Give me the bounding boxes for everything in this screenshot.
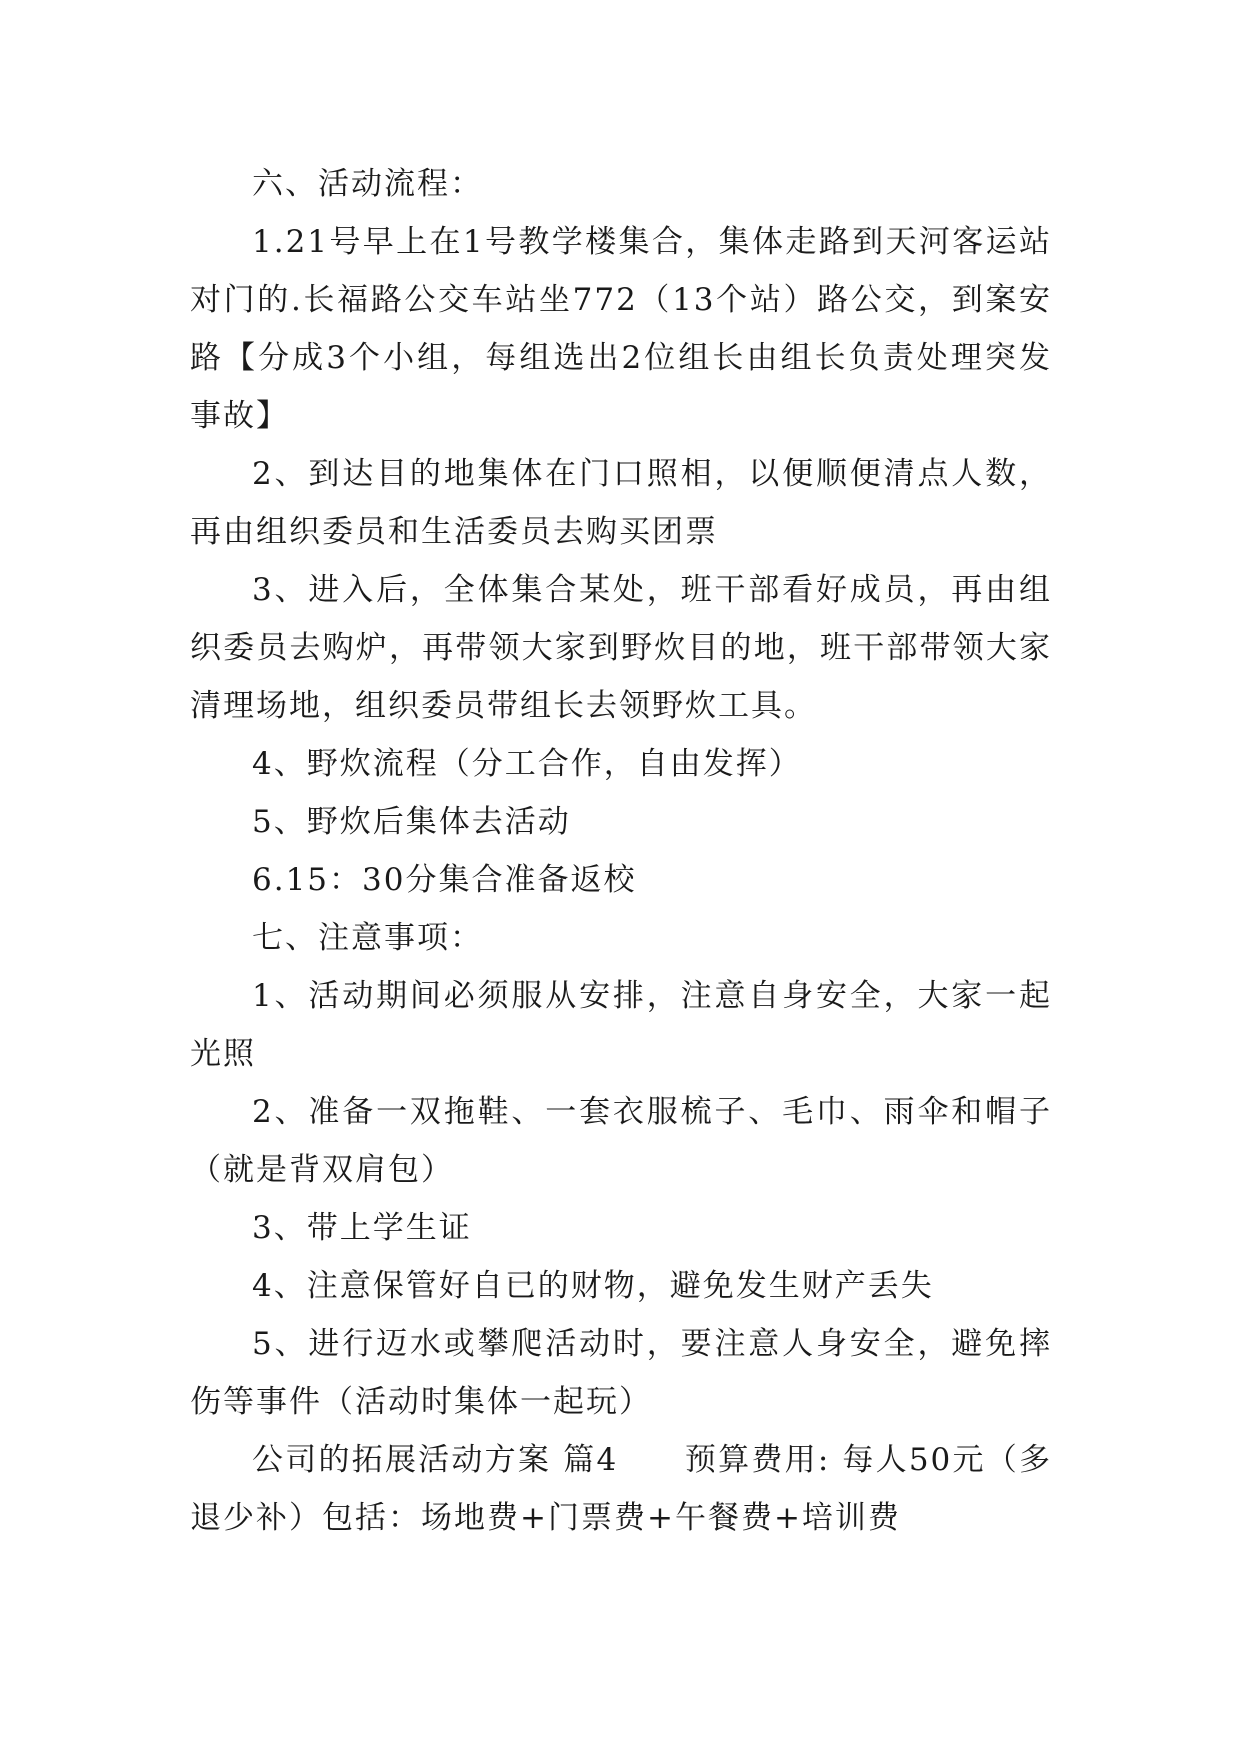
process-step-6: 6.15：30分集合准备返校 (252, 862, 637, 898)
section-heading-notes: 七、注意事项： (252, 920, 483, 956)
section-heading-process: 六、活动流程： (252, 166, 483, 202)
note-item-1: 1、活动期间必须服从安排，注意自身安全，大家一起光照 (190, 978, 1052, 1072)
process-step-5: 5、野炊后集体去活动 (252, 804, 571, 840)
note-item-4: 4、注意保管好自已的财物，避免发生财产丢失 (252, 1268, 934, 1304)
process-step-4: 4、野炊流程（分工合作，自由发挥） (252, 746, 802, 782)
process-step-2: 2、到达目的地集体在门口照相，以便顺便清点人数，再由组织委员和生活委员去购买团票 (190, 456, 1052, 550)
note-item-2: 2、准备一双拖鞋、一套衣服梳子、毛巾、雨伞和帽子（就是背双肩包） (190, 1094, 1052, 1188)
process-step-1: 1.21号早上在1号教学楼集合，集体走路到天河客运站对门的.长福路公交车站坐772（13个站）路公交，到案安路【分成3个小组，每组选出2位组长由组长负责处理突发事故】 (190, 224, 1052, 434)
budget-paragraph: 公司的拓展活动方案 篇4 预算费用: 每人50元（多退少补）包括：场地费+门票费+午餐费+培训费 (190, 1442, 1052, 1536)
note-item-3: 3、带上学生证 (252, 1210, 472, 1246)
document-page (190, 155, 1052, 1547)
process-step-3: 3、进入后，全体集合某处，班干部看好成员，再由组织委员去购炉，再带领大家到野炊目的地，班干部带领大家清理场地，组织委员带组长去领野炊工具。 (190, 572, 1052, 724)
note-item-5: 5、进行迈水或攀爬活动时，要注意人身安全，避免摔伤等事件（活动时集体一起玩） (190, 1326, 1052, 1420)
